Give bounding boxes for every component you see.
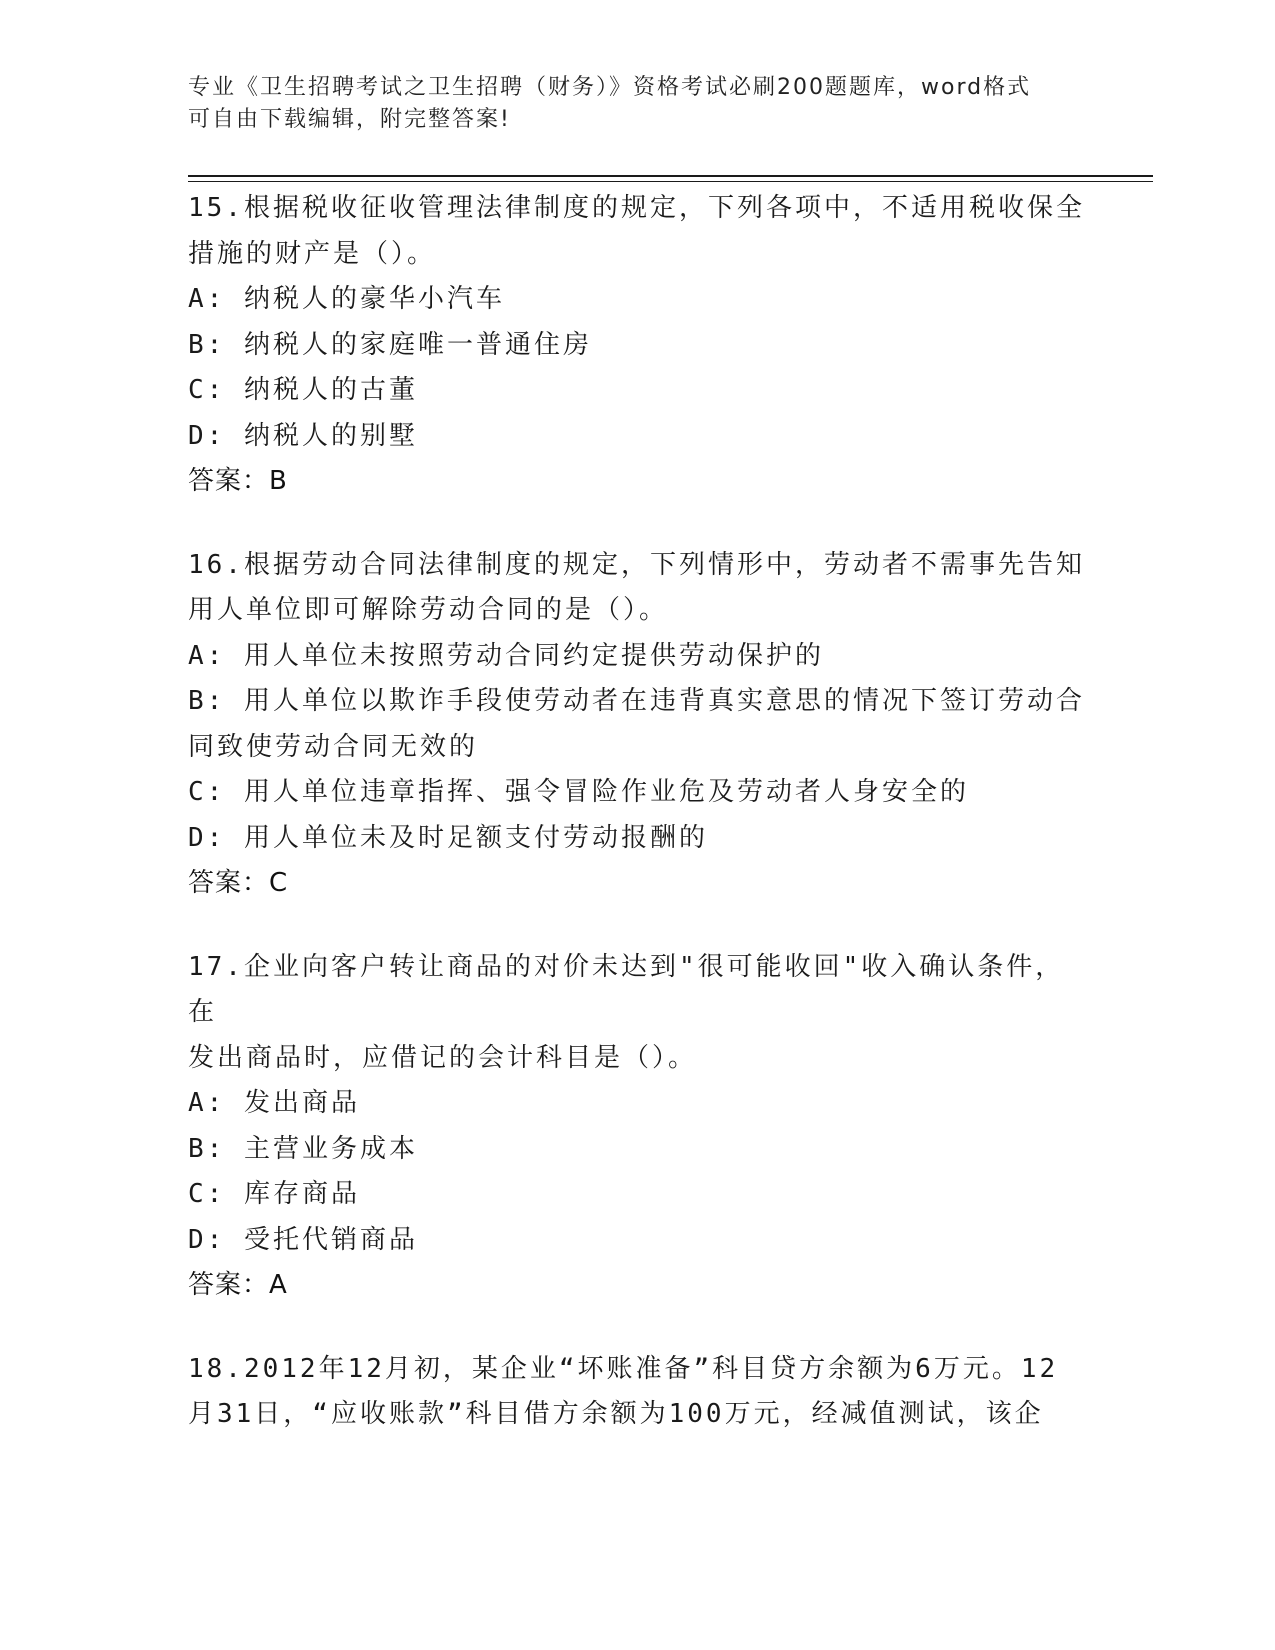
header-divider-thick xyxy=(188,175,1153,177)
question-18 xyxy=(188,1347,1088,1438)
option-a: A: 发出商品 xyxy=(188,1088,360,1118)
option-a: A: 纳税人的豪华小汽车 xyxy=(188,284,505,314)
question-stem-line: 措施的财产是（）。 xyxy=(188,238,437,269)
option-d: D: 纳税人的别墅 xyxy=(188,420,418,451)
question-stem-line: 15.根据税收征收管理法律制度的规定，下列各项中，不适用税收保全 xyxy=(188,193,1085,223)
answer-label: 答案：C xyxy=(188,868,289,898)
question-16 xyxy=(188,543,1088,907)
header-divider-thin xyxy=(188,181,1153,182)
answer-label: 答案：B xyxy=(188,466,288,496)
answer-label: 答案：A xyxy=(188,1270,288,1300)
question-17 xyxy=(188,945,1088,1309)
option-b: B: 主营业务成本 xyxy=(188,1133,418,1164)
question-stem-line: 17.企业向客户转让商品的对价未达到"很可能收回"收入确认条件，在 xyxy=(188,951,1065,1027)
option-b: B: 纳税人的家庭唯一普通住房 xyxy=(188,329,592,360)
option-b-continued: 同致使劳动合同无效的 xyxy=(188,731,479,762)
header-line-1: 专业《卫生招聘考试之卫生招聘（财务）》资格考试必刷200题题库，word格式 xyxy=(188,75,1032,100)
option-c: C: 纳税人的古董 xyxy=(188,375,418,405)
question-stem-line: 用人单位即可解除劳动合同的是（）。 xyxy=(188,595,669,625)
question-stem-line: 18.2012年12月初，某企业“坏账准备”科目贷方余额为6万元。12 xyxy=(188,1353,1059,1384)
header-line-2: 可自由下载编辑，附完整答案! xyxy=(188,107,511,132)
option-b: B: 用人单位以欺诈手段使劳动者在违背真实意思的情况下签订劳动合 xyxy=(188,686,1085,716)
question-stem-line: 发出商品时，应借记的会计科目是（）。 xyxy=(188,1042,698,1073)
question-stem-line: 月31日，“应收账款”科目借方余额为100万元，经减值测试，该企 xyxy=(188,1399,1044,1429)
option-c: C: 库存商品 xyxy=(188,1179,360,1209)
option-a: A: 用人单位未按照劳动合同约定提供劳动保护的 xyxy=(188,640,824,671)
option-c: C: 用人单位违章指挥、强令冒险作业危及劳动者人身安全的 xyxy=(188,777,969,807)
question-15 xyxy=(188,186,1088,505)
question-stem-line: 16.根据劳动合同法律制度的规定，下列情形中，劳动者不需事先告知 xyxy=(188,549,1085,580)
question-list xyxy=(188,186,1088,1476)
option-d: D: 用人单位未及时足额支付劳动报酬的 xyxy=(188,822,708,853)
option-d: D: 受托代销商品 xyxy=(188,1224,418,1255)
document-header xyxy=(188,72,1068,136)
